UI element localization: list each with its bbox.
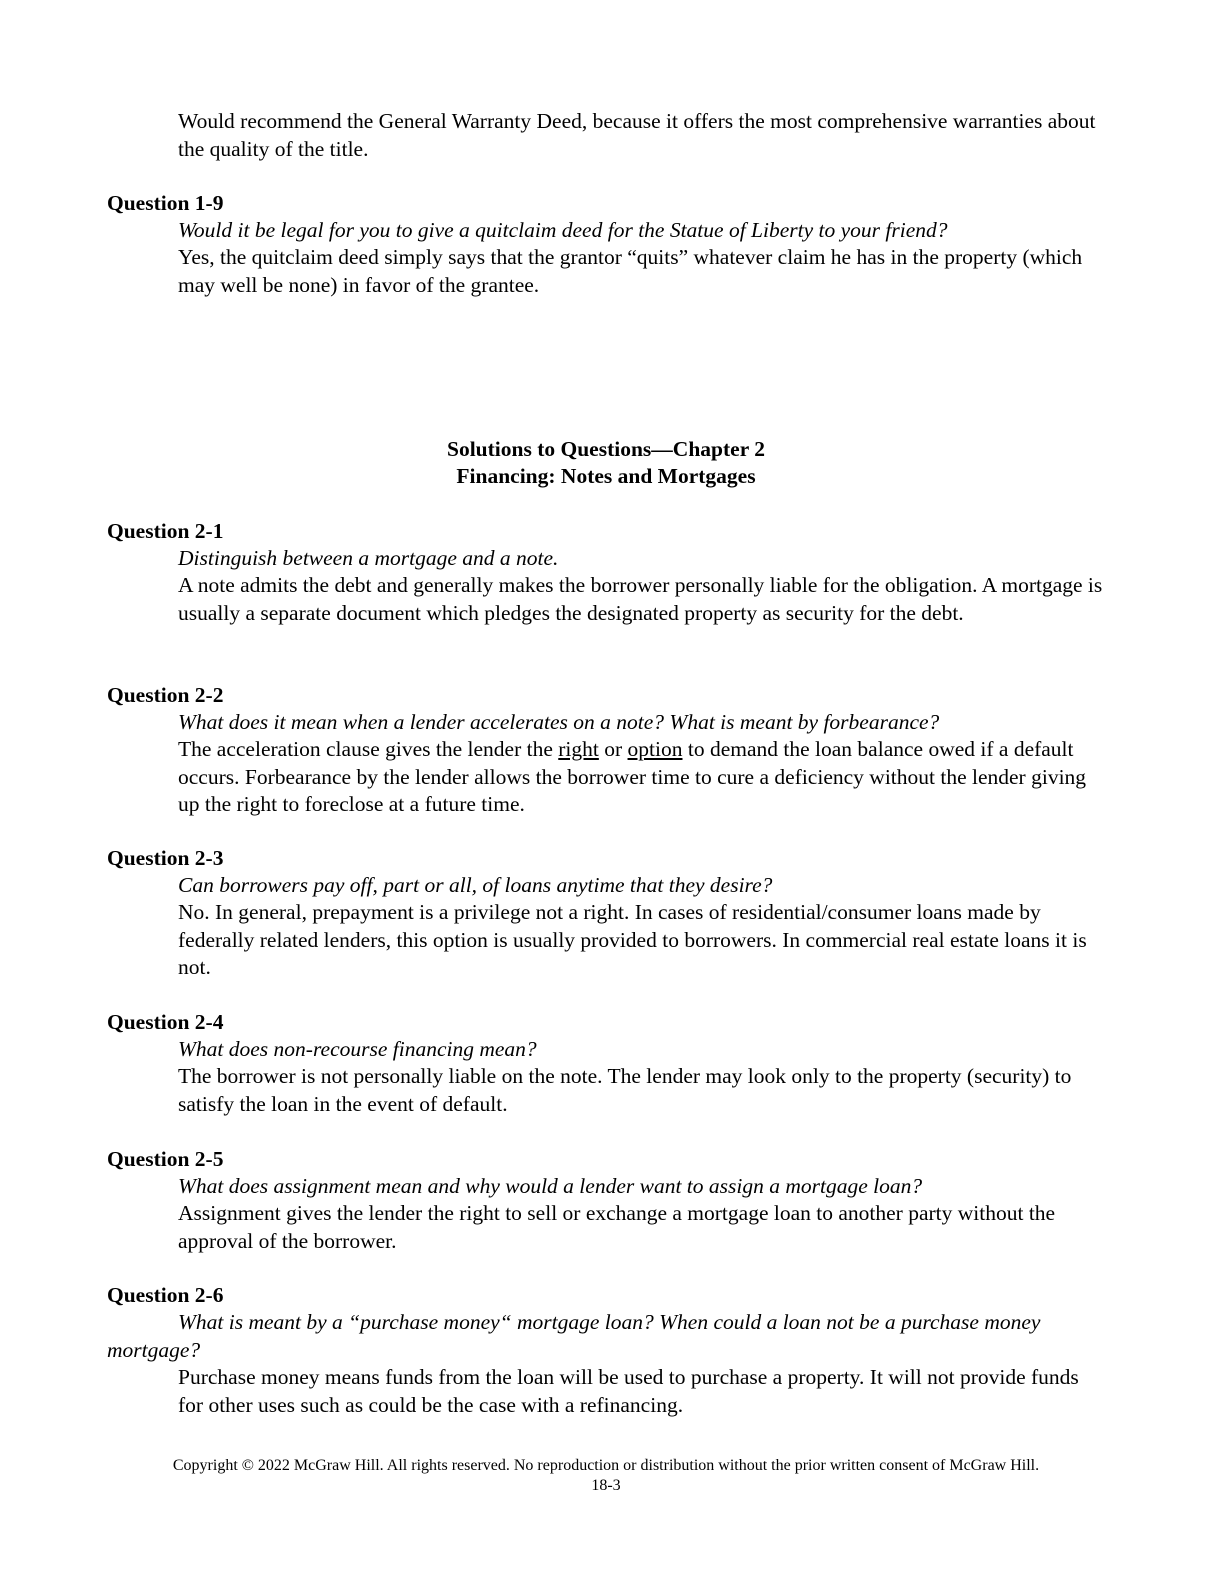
question-text-2-6-body: What is meant by a “purchase money“ mortgage loan? When could a loan not be a purchase money mortgage? — [107, 1310, 1041, 1362]
question-text-1-9: Would it be legal for you to give a quitclaim deed for the Statue of Liberty to your friend? — [178, 218, 948, 242]
question-heading-2-2: Question 2-2 — [107, 683, 224, 707]
question-heading-1-9: Question 1-9 — [107, 191, 224, 215]
answer-2-2-option: option — [627, 737, 683, 761]
answer-text-1-9: Yes, the quitclaim deed simply says that the grantor “quits” whatever claim he has in the property (which may well be none) in favor of the grantee. — [178, 245, 1083, 297]
answer-2-2-or: or — [598, 737, 628, 761]
chapter-title: Solutions to Questions—Chapter 2 — [447, 437, 765, 461]
question-text-2-5: What does assignment mean and why would a lender want to assign a mortgage loan? — [178, 1174, 923, 1198]
question-heading-2-5: Question 2-5 — [107, 1147, 224, 1171]
answer-2-2-part2: to demand the loan balance owed if a default occurs. Forbearance by the lender allows the borrower time to cure a deficiency without the lender giving up the right to foreclose at a future time. — [178, 737, 1087, 816]
question-text-2-4: What does non-recourse financing mean? — [178, 1037, 537, 1061]
question-text-2-2: What does it mean when a lender accelerates on a note? What is meant by forbearance? — [178, 710, 940, 734]
answer-text-2-3: No. In general, prepayment is a privilege not a right. In cases of residential/consumer loans made by federally related lenders, this option is usually provided to borrowers. In commercial real estate loans it is not. — [178, 900, 1087, 979]
answer-text-2-4: The borrower is not personally liable on the note. The lender may look only to the property (security) to satisfy the loan in the event of default. — [178, 1064, 1072, 1116]
answer-text-2-5: Assignment gives the lender the right to sell or exchange a mortgage loan to another party without the approval of the borrower. — [178, 1201, 1056, 1253]
answer-2-2-right: right — [558, 737, 599, 761]
page-number: 18-3 — [591, 1477, 621, 1494]
copyright-notice: Copyright © 2022 McGraw Hill. All rights reserved. No reproduction or distribution without the prior written consent of McGraw Hill. — [172, 1457, 1040, 1474]
question-heading-2-1: Question 2-1 — [107, 519, 224, 543]
intro-paragraph: Would recommend the General Warranty Deed, because it offers the most comprehensive warranties about the quality of the title. — [178, 109, 1096, 161]
question-heading-2-4: Question 2-4 — [107, 1010, 224, 1034]
question-heading-2-3: Question 2-3 — [107, 846, 224, 870]
question-heading-2-6: Question 2-6 — [107, 1283, 224, 1307]
question-text-2-1: Distinguish between a mortgage and a note. — [178, 546, 559, 570]
answer-text-2-6: Purchase money means funds from the loan will be used to purchase a property. It will not provide funds for other uses such as could be the case with a refinancing. — [178, 1365, 1079, 1417]
question-text-2-6 — [107, 1309, 1107, 1364]
question-text-2-3: Can borrowers pay off, part or all, of loans anytime that they desire? — [178, 873, 773, 897]
answer-text-2-2 — [178, 736, 1108, 819]
answer-text-2-1: A note admits the debt and generally makes the borrower personally liable for the obligation. A mortgage is usually a separate document which pledges the designated property as security for the debt. — [178, 573, 1103, 625]
chapter-subtitle: Financing: Notes and Mortgages — [456, 464, 756, 488]
answer-2-2-part1: The acceleration clause gives the lender the — [178, 737, 559, 761]
